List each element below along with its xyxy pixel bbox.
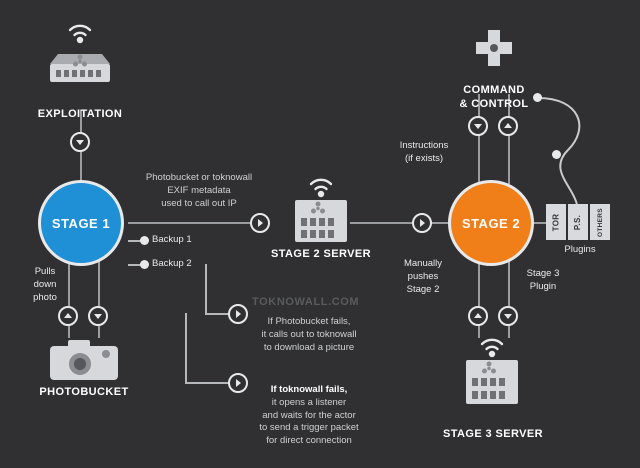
node-exploitation[interactable] xyxy=(36,14,124,92)
line-toknowall-fail-vertical xyxy=(185,313,187,383)
instructions-line-2: (if exists) xyxy=(405,152,443,164)
biohazard-server-icon xyxy=(36,14,124,92)
plugins-label: Plugins xyxy=(564,244,596,255)
line-stage3server-to-stage2 xyxy=(508,258,510,338)
line-stage1-to-stage2server xyxy=(128,222,268,224)
tk-fails-bold: If toknowall fails, xyxy=(270,384,348,395)
node-photobucket[interactable] xyxy=(46,336,122,384)
node-stage-2-server[interactable] xyxy=(277,170,365,248)
manually-line-1: Manually xyxy=(403,258,443,269)
arrow-stage3-up xyxy=(468,306,488,326)
backup1-dot xyxy=(140,236,149,245)
plugins-group[interactable] xyxy=(546,204,610,240)
exif-line-3: used to call out IP xyxy=(161,197,237,209)
stage-1-label: STAGE 1 xyxy=(51,215,111,231)
photobucket-fails-annotation xyxy=(228,316,390,354)
plugin-tor-label: TOR xyxy=(551,213,561,231)
arrow-into-stage2 xyxy=(412,213,432,233)
pb-fails-line-1: If Photobucket fails, xyxy=(267,316,351,327)
plugin-chip-others[interactable] xyxy=(590,204,610,240)
manually-line-3: Stage 2 xyxy=(406,283,440,295)
pulls-down-photo-annotation xyxy=(18,266,72,304)
instructions-annotation xyxy=(386,140,462,166)
stage-2-label: STAGE 2 xyxy=(461,215,521,231)
biohazard-server-icon xyxy=(448,330,536,410)
arrow-cc-down xyxy=(468,116,488,136)
plugin-others-label: OTHERS xyxy=(596,207,604,237)
backup2-label: Backup 2 xyxy=(152,258,192,269)
tk-fails-line-4: for direct connection xyxy=(266,435,352,447)
node-stage-3-server[interactable] xyxy=(448,330,536,410)
line-backup2-vertical xyxy=(205,264,207,314)
line-backup2-horizontal xyxy=(205,313,230,315)
crosshair-icon xyxy=(468,26,520,78)
arrow-stage2-down xyxy=(498,306,518,326)
line-toknowall-fail-horizontal xyxy=(185,382,230,384)
node-stage-1[interactable] xyxy=(38,180,124,266)
arrow-stage1-to-stage2server xyxy=(250,213,270,233)
arrow-photobucket-up xyxy=(58,306,78,326)
instructions-line-1: Instructions xyxy=(399,140,449,151)
arrow-stage1-down xyxy=(88,306,108,326)
stage-2-server-label: STAGE 2 SERVER xyxy=(271,248,371,260)
stage3-plugin-annotation xyxy=(512,268,574,294)
pb-fails-line-2: it calls out to toknowall xyxy=(261,328,357,340)
exif-line-2: EXIF metadata xyxy=(167,184,231,196)
stage3-plugin-line-1: Stage 3 xyxy=(526,268,560,279)
watermark: TOKNOWALL.COM xyxy=(252,296,360,308)
biohazard-server-icon xyxy=(277,170,365,248)
camera-icon xyxy=(46,336,122,384)
line-photobucket-to-stage1 xyxy=(98,258,100,338)
backup2-dot xyxy=(140,260,149,269)
line-stage2server-to-stage2 xyxy=(350,222,450,224)
plugin-ps-label: P.S. xyxy=(573,214,583,230)
arrow-stage2-up-to-cc xyxy=(498,116,518,136)
photobucket-label: PHOTOBUCKET xyxy=(39,386,129,398)
pulls-line-3: photo xyxy=(33,291,57,303)
manually-line-2: pushes xyxy=(407,270,439,282)
arrow-exploitation-down xyxy=(70,132,90,152)
wire-dot-mid xyxy=(552,150,561,159)
wire-dot-top xyxy=(533,93,542,102)
plugin-chip-ps[interactable] xyxy=(568,204,588,240)
pulls-line-2: down xyxy=(33,278,57,290)
pb-fails-line-3: to download a picture xyxy=(263,341,355,353)
stage3-plugin-line-2: Plugin xyxy=(529,280,557,292)
cc-label-line-1: COMMAND xyxy=(463,84,525,96)
backup1-label: Backup 1 xyxy=(152,234,192,245)
line-stage2-to-stage3server xyxy=(478,258,480,338)
pulls-line-1: Pulls xyxy=(34,266,56,277)
tk-fails-line-2: and waits for the actor xyxy=(262,409,356,421)
node-stage-2[interactable] xyxy=(448,180,534,266)
command-control-label xyxy=(424,84,564,112)
manually-pushes-annotation xyxy=(392,258,454,296)
toknowall-fails-annotation xyxy=(228,384,390,448)
exif-line-1: Photobucket or toknowall xyxy=(145,172,253,183)
exploitation-label: EXPLOITATION xyxy=(37,108,123,120)
stage-3-server-label: STAGE 3 SERVER xyxy=(443,428,543,440)
exif-annotation xyxy=(122,172,276,210)
tk-fails-line-1: it opens a listener xyxy=(271,396,347,408)
cc-label-line-2: & CONTROL xyxy=(459,97,529,110)
tk-fails-line-3: to send a trigger packet xyxy=(259,422,359,434)
plugin-chip-tor[interactable] xyxy=(546,204,566,240)
node-command-control[interactable] xyxy=(468,26,520,78)
